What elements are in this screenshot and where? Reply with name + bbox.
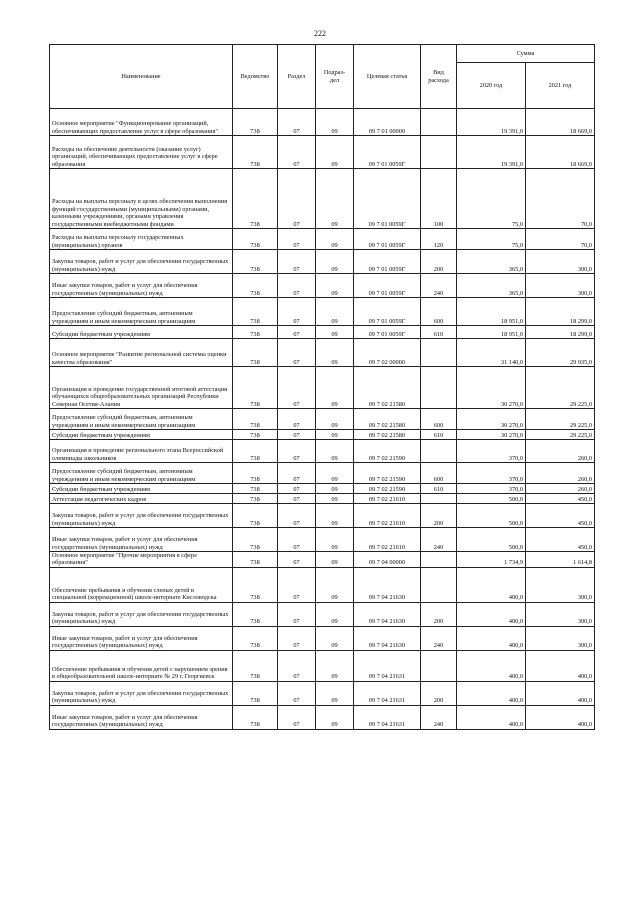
cell-sum-2021: 18 299,0 bbox=[526, 298, 595, 326]
cell-expense-type: 600 bbox=[421, 409, 457, 430]
table-row bbox=[50, 430, 595, 440]
cell-expense-type: 200 bbox=[421, 602, 457, 626]
cell-sum-2020: 30 270,0 bbox=[457, 367, 526, 409]
cell-subsection: 09 bbox=[316, 681, 354, 705]
cell-subsection: 09 bbox=[316, 250, 354, 274]
cell-sum-2021: 18 669,0 bbox=[526, 136, 595, 169]
table-row bbox=[50, 409, 595, 430]
cell-sum-2021: 18 669,0 bbox=[526, 109, 595, 136]
cell-target-article: 09 7 04 21631 bbox=[354, 681, 421, 705]
cell-sum-2021: 300,0 bbox=[526, 626, 595, 650]
cell-target-article: 09 7 04 00000 bbox=[354, 552, 421, 568]
cell-department: 738 bbox=[233, 274, 278, 298]
cell-department: 738 bbox=[233, 136, 278, 169]
cell-expense-type: 600 bbox=[421, 463, 457, 484]
cell-sum-2021: 300,0 bbox=[526, 274, 595, 298]
cell-target-article: 09 7 01 00000 bbox=[354, 109, 421, 136]
cell-sum-2021: 29 225,0 bbox=[526, 430, 595, 440]
cell-expense-type bbox=[421, 440, 457, 463]
cell-name: Аттестация педагогических кадров bbox=[50, 494, 233, 504]
cell-name: Организация и проведение государственной итоговой аттестации обучающихся общеобразовательных организаций Республики Северная Осетия-Алания bbox=[50, 367, 233, 409]
cell-target-article: 09 7 02 21610 bbox=[354, 528, 421, 552]
cell-sum-2020: 1 734,9 bbox=[457, 552, 526, 568]
cell-target-article: 09 7 04 21630 bbox=[354, 567, 421, 602]
header-name: Наименование bbox=[50, 45, 233, 109]
cell-sum-2021: 300,0 bbox=[526, 602, 595, 626]
cell-section: 07 bbox=[278, 552, 316, 568]
cell-section: 07 bbox=[278, 339, 316, 367]
table-row bbox=[50, 250, 595, 274]
cell-expense-type bbox=[421, 339, 457, 367]
cell-department: 738 bbox=[233, 504, 278, 528]
cell-sum-2020: 400,0 bbox=[457, 602, 526, 626]
cell-name: Предоставление субсидий бюджетным, автономным учреждениям и иным некоммерческим организациям bbox=[50, 463, 233, 484]
cell-expense-type bbox=[421, 109, 457, 136]
cell-expense-type: 610 bbox=[421, 326, 457, 339]
cell-sum-2021: 260,0 bbox=[526, 484, 595, 494]
table-row bbox=[50, 650, 595, 681]
cell-section: 07 bbox=[278, 136, 316, 169]
cell-sum-2020: 75,0 bbox=[457, 229, 526, 250]
cell-section: 07 bbox=[278, 440, 316, 463]
cell-name: Расходы на выплаты персоналу государственных (муниципальных) органов bbox=[50, 229, 233, 250]
cell-subsection: 09 bbox=[316, 602, 354, 626]
cell-subsection: 09 bbox=[316, 367, 354, 409]
cell-target-article: 09 7 02 21590 bbox=[354, 484, 421, 494]
header-sum: Сумма bbox=[457, 45, 595, 63]
cell-name: Субсидии бюджетным учреждениям bbox=[50, 326, 233, 339]
table-row bbox=[50, 626, 595, 650]
table-row bbox=[50, 339, 595, 367]
cell-section: 07 bbox=[278, 504, 316, 528]
cell-section: 07 bbox=[278, 650, 316, 681]
cell-section: 07 bbox=[278, 528, 316, 552]
cell-section: 07 bbox=[278, 250, 316, 274]
cell-subsection: 09 bbox=[316, 650, 354, 681]
cell-department: 738 bbox=[233, 339, 278, 367]
header-target-article: Целевая статья bbox=[354, 45, 421, 109]
cell-expense-type: 240 bbox=[421, 626, 457, 650]
cell-name: Расходы на выплаты персоналу в целях обеспечения выполнения функций государственными (муниципальными) органами, казенными учреждениями, органами управления государственными внебюджетными фондами bbox=[50, 169, 233, 229]
cell-expense-type: 610 bbox=[421, 484, 457, 494]
table-row bbox=[50, 136, 595, 169]
table-row bbox=[50, 298, 595, 326]
cell-sum-2020: 400,0 bbox=[457, 567, 526, 602]
cell-sum-2020: 400,0 bbox=[457, 705, 526, 729]
cell-sum-2021: 450,0 bbox=[526, 504, 595, 528]
cell-section: 07 bbox=[278, 494, 316, 504]
cell-target-article: 09 7 01 0059Г bbox=[354, 229, 421, 250]
cell-section: 07 bbox=[278, 274, 316, 298]
cell-expense-type: 200 bbox=[421, 504, 457, 528]
cell-target-article: 09 7 01 0059Г bbox=[354, 326, 421, 339]
cell-sum-2021: 29 225,0 bbox=[526, 409, 595, 430]
cell-subsection: 09 bbox=[316, 430, 354, 440]
cell-department: 738 bbox=[233, 409, 278, 430]
cell-target-article: 09 7 02 21610 bbox=[354, 504, 421, 528]
cell-sum-2021: 70,0 bbox=[526, 169, 595, 229]
cell-sum-2020: 19 391,0 bbox=[457, 136, 526, 169]
cell-sum-2020: 370,0 bbox=[457, 463, 526, 484]
cell-sum-2021: 300,0 bbox=[526, 567, 595, 602]
cell-sum-2020: 75,0 bbox=[457, 169, 526, 229]
table-row bbox=[50, 552, 595, 568]
cell-department: 738 bbox=[233, 681, 278, 705]
cell-expense-type bbox=[421, 552, 457, 568]
cell-target-article: 09 7 02 21590 bbox=[354, 463, 421, 484]
cell-expense-type: 240 bbox=[421, 274, 457, 298]
cell-subsection: 09 bbox=[316, 109, 354, 136]
cell-section: 07 bbox=[278, 705, 316, 729]
cell-section: 07 bbox=[278, 463, 316, 484]
table-row bbox=[50, 602, 595, 626]
cell-target-article: 09 7 02 21610 bbox=[354, 494, 421, 504]
cell-department: 738 bbox=[233, 602, 278, 626]
cell-target-article: 09 7 02 21580 bbox=[354, 430, 421, 440]
cell-expense-type: 200 bbox=[421, 250, 457, 274]
table-row bbox=[50, 463, 595, 484]
cell-department: 738 bbox=[233, 650, 278, 681]
header-expense-type: Вид расхода bbox=[421, 45, 457, 109]
cell-sum-2020: 31 140,0 bbox=[457, 339, 526, 367]
cell-target-article: 09 7 04 21631 bbox=[354, 705, 421, 729]
cell-expense-type: 240 bbox=[421, 705, 457, 729]
cell-sum-2021: 260,0 bbox=[526, 440, 595, 463]
cell-section: 07 bbox=[278, 409, 316, 430]
table-row bbox=[50, 169, 595, 229]
cell-section: 07 bbox=[278, 430, 316, 440]
cell-name: Иные закупки товаров, работ и услуг для обеспечения государственных (муниципальных) нужд bbox=[50, 528, 233, 552]
cell-name: Субсидии бюджетным учреждениям bbox=[50, 430, 233, 440]
cell-sum-2020: 365,0 bbox=[457, 274, 526, 298]
cell-target-article: 09 7 01 0059Г bbox=[354, 298, 421, 326]
cell-target-article: 09 7 04 21630 bbox=[354, 626, 421, 650]
cell-department: 738 bbox=[233, 626, 278, 650]
cell-department: 738 bbox=[233, 484, 278, 494]
header-department: Ведомство bbox=[233, 45, 278, 109]
cell-target-article: 09 7 04 21631 bbox=[354, 650, 421, 681]
cell-name: Предоставление субсидий бюджетным, автономным учреждениям и иным некоммерческим организациям bbox=[50, 298, 233, 326]
cell-name: Закупка товаров, работ и услуг для обеспечения государственных (муниципальных) нужд bbox=[50, 250, 233, 274]
cell-name: Иные закупки товаров, работ и услуг для обеспечения государственных (муниципальных) нужд bbox=[50, 705, 233, 729]
cell-name: Предоставление субсидий бюджетным, автономным учреждениям и иным некоммерческим организациям bbox=[50, 409, 233, 430]
cell-department: 738 bbox=[233, 705, 278, 729]
cell-sum-2021: 400,0 bbox=[526, 681, 595, 705]
cell-subsection: 09 bbox=[316, 229, 354, 250]
cell-name: Иные закупки товаров, работ и услуг для обеспечения государственных (муниципальных) нужд bbox=[50, 626, 233, 650]
cell-department: 738 bbox=[233, 250, 278, 274]
table-row bbox=[50, 504, 595, 528]
cell-sum-2021: 70,0 bbox=[526, 229, 595, 250]
cell-section: 07 bbox=[278, 367, 316, 409]
cell-sum-2021: 29 225,0 bbox=[526, 367, 595, 409]
table-row bbox=[50, 705, 595, 729]
cell-name: Обеспечение пребывания и обучения детей с нарушением зрения в общеобразовательной школе-интернате № 29 г. Георгиевск bbox=[50, 650, 233, 681]
cell-subsection: 09 bbox=[316, 552, 354, 568]
cell-expense-type bbox=[421, 567, 457, 602]
cell-sum-2020: 500,0 bbox=[457, 494, 526, 504]
cell-subsection: 09 bbox=[316, 274, 354, 298]
cell-department: 738 bbox=[233, 298, 278, 326]
cell-expense-type bbox=[421, 367, 457, 409]
cell-subsection: 09 bbox=[316, 705, 354, 729]
cell-section: 07 bbox=[278, 326, 316, 339]
table-row bbox=[50, 229, 595, 250]
cell-subsection: 09 bbox=[316, 528, 354, 552]
table-row bbox=[50, 367, 595, 409]
cell-subsection: 09 bbox=[316, 463, 354, 484]
cell-name: Иные закупки товаров, работ и услуг для обеспечения государственных (муниципальных) нужд bbox=[50, 274, 233, 298]
cell-name: Субсидии бюджетным учреждениям bbox=[50, 484, 233, 494]
cell-name: Расходы на обеспечение деятельности (оказание услуг) организаций, обеспечивающих предоставление услуг в сфере образования bbox=[50, 136, 233, 169]
table-row bbox=[50, 440, 595, 463]
cell-name: Закупка товаров, работ и услуг для обеспечения государственных (муниципальных) нужд bbox=[50, 602, 233, 626]
cell-name: Основное мероприятие "Прочие мероприятия в сфере образования" bbox=[50, 552, 233, 568]
cell-subsection: 09 bbox=[316, 298, 354, 326]
cell-subsection: 09 bbox=[316, 440, 354, 463]
cell-target-article: 09 7 01 0059Г bbox=[354, 274, 421, 298]
table-row bbox=[50, 681, 595, 705]
cell-expense-type bbox=[421, 494, 457, 504]
cell-sum-2020: 500,0 bbox=[457, 528, 526, 552]
cell-subsection: 09 bbox=[316, 626, 354, 650]
header-year-2020: 2020 год bbox=[457, 63, 526, 109]
cell-sum-2021: 18 299,0 bbox=[526, 326, 595, 339]
cell-target-article: 09 7 01 0059Г bbox=[354, 169, 421, 229]
cell-department: 738 bbox=[233, 440, 278, 463]
cell-section: 07 bbox=[278, 626, 316, 650]
cell-sum-2020: 400,0 bbox=[457, 650, 526, 681]
table-row bbox=[50, 494, 595, 504]
cell-department: 738 bbox=[233, 169, 278, 229]
cell-sum-2020: 18 951,0 bbox=[457, 298, 526, 326]
cell-subsection: 09 bbox=[316, 484, 354, 494]
cell-sum-2020: 500,0 bbox=[457, 504, 526, 528]
cell-sum-2021: 1 614,8 bbox=[526, 552, 595, 568]
table-row bbox=[50, 326, 595, 339]
cell-subsection: 09 bbox=[316, 326, 354, 339]
cell-expense-type: 240 bbox=[421, 528, 457, 552]
cell-target-article: 09 7 01 0059Г bbox=[354, 250, 421, 274]
cell-name: Организация и проведение регионального этапа Всероссийской олимпиады школьников bbox=[50, 440, 233, 463]
cell-sum-2020: 400,0 bbox=[457, 681, 526, 705]
page-number: 222 bbox=[314, 29, 326, 38]
cell-sum-2021: 300,0 bbox=[526, 250, 595, 274]
cell-target-article: 09 7 01 0059Г bbox=[354, 136, 421, 169]
cell-expense-type: 600 bbox=[421, 298, 457, 326]
cell-section: 07 bbox=[278, 109, 316, 136]
table-row bbox=[50, 274, 595, 298]
cell-subsection: 09 bbox=[316, 504, 354, 528]
cell-sum-2020: 370,0 bbox=[457, 440, 526, 463]
cell-subsection: 09 bbox=[316, 409, 354, 430]
cell-department: 738 bbox=[233, 528, 278, 552]
cell-department: 738 bbox=[233, 494, 278, 504]
cell-target-article: 09 7 02 21580 bbox=[354, 367, 421, 409]
cell-sum-2020: 18 951,0 bbox=[457, 326, 526, 339]
cell-expense-type: 120 bbox=[421, 229, 457, 250]
cell-department: 738 bbox=[233, 463, 278, 484]
budget-table bbox=[49, 44, 595, 730]
cell-department: 738 bbox=[233, 552, 278, 568]
cell-section: 07 bbox=[278, 298, 316, 326]
cell-sum-2021: 29 935,0 bbox=[526, 339, 595, 367]
table-body bbox=[50, 109, 595, 730]
cell-sum-2020: 30 270,0 bbox=[457, 430, 526, 440]
cell-sum-2021: 450,0 bbox=[526, 494, 595, 504]
cell-subsection: 09 bbox=[316, 339, 354, 367]
cell-department: 738 bbox=[233, 367, 278, 409]
cell-sum-2021: 260,0 bbox=[526, 463, 595, 484]
table-row bbox=[50, 528, 595, 552]
cell-department: 738 bbox=[233, 109, 278, 136]
cell-subsection: 09 bbox=[316, 494, 354, 504]
cell-target-article: 09 7 02 00000 bbox=[354, 339, 421, 367]
cell-target-article: 09 7 04 21630 bbox=[354, 602, 421, 626]
cell-sum-2020: 400,0 bbox=[457, 626, 526, 650]
cell-sum-2021: 450,0 bbox=[526, 528, 595, 552]
cell-name: Закупка товаров, работ и услуг для обеспечения государственных (муниципальных) нужд bbox=[50, 504, 233, 528]
cell-expense-type bbox=[421, 650, 457, 681]
header-year-2021: 2021 год bbox=[526, 63, 595, 109]
cell-subsection: 09 bbox=[316, 169, 354, 229]
cell-section: 07 bbox=[278, 484, 316, 494]
table-header bbox=[50, 45, 595, 109]
cell-sum-2021: 400,0 bbox=[526, 650, 595, 681]
cell-sum-2021: 400,0 bbox=[526, 705, 595, 729]
cell-sum-2020: 365,0 bbox=[457, 250, 526, 274]
cell-department: 738 bbox=[233, 326, 278, 339]
cell-target-article: 09 7 02 21590 bbox=[354, 440, 421, 463]
cell-department: 738 bbox=[233, 567, 278, 602]
cell-name: Обеспечение пребывания и обучения слепых детей в специальной (коррекционной) школе-интернате Кисловодска bbox=[50, 567, 233, 602]
cell-sum-2020: 19 391,0 bbox=[457, 109, 526, 136]
table-row bbox=[50, 484, 595, 494]
cell-expense-type: 610 bbox=[421, 430, 457, 440]
cell-department: 738 bbox=[233, 430, 278, 440]
cell-sum-2020: 30 270,0 bbox=[457, 409, 526, 430]
cell-expense-type: 200 bbox=[421, 681, 457, 705]
cell-section: 07 bbox=[278, 169, 316, 229]
table-row bbox=[50, 109, 595, 136]
cell-sum-2020: 370,0 bbox=[457, 484, 526, 494]
cell-section: 07 bbox=[278, 602, 316, 626]
cell-name: Основное мероприятие "Функционирование организаций, обеспечивающих предоставление услуг в сфере образования" bbox=[50, 109, 233, 136]
cell-target-article: 09 7 02 21580 bbox=[354, 409, 421, 430]
cell-expense-type: 100 bbox=[421, 169, 457, 229]
cell-subsection: 09 bbox=[316, 136, 354, 169]
cell-section: 07 bbox=[278, 681, 316, 705]
cell-subsection: 09 bbox=[316, 567, 354, 602]
cell-name: Закупка товаров, работ и услуг для обеспечения государственных (муниципальных) нужд bbox=[50, 681, 233, 705]
header-section: Раздел bbox=[278, 45, 316, 109]
cell-expense-type bbox=[421, 136, 457, 169]
header-subsection: Подраз- дел bbox=[316, 45, 354, 109]
cell-section: 07 bbox=[278, 229, 316, 250]
table-row bbox=[50, 567, 595, 602]
cell-name: Основное мероприятие "Развитие региональной системы оценки качества образования" bbox=[50, 339, 233, 367]
cell-department: 738 bbox=[233, 229, 278, 250]
cell-section: 07 bbox=[278, 567, 316, 602]
